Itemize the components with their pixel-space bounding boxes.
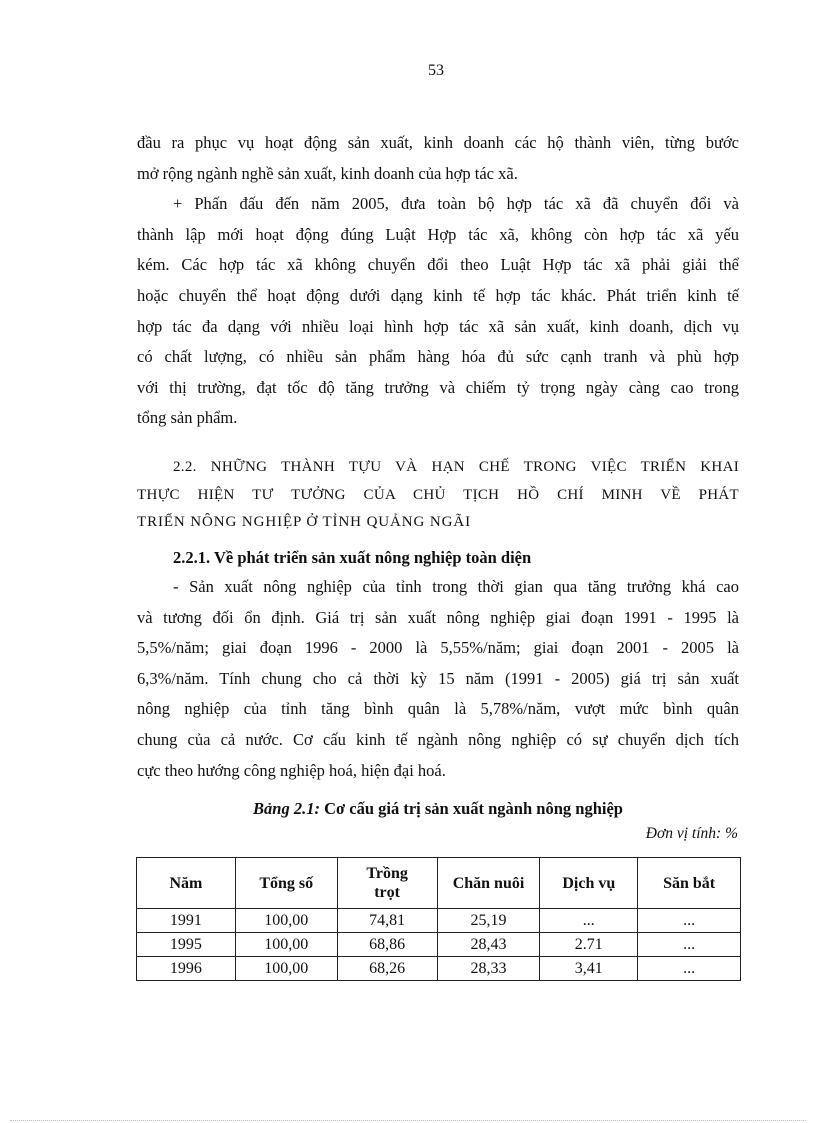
- table-row: [137, 909, 741, 933]
- section-heading-line: THỰC HIỆN TƯ TƯỞNG CỦA CHỦ TỊCH HỒ CHÍ MINH VỀ PHÁT: [137, 486, 739, 503]
- table-header-row: [137, 858, 741, 909]
- table-row: [137, 957, 741, 981]
- paragraph-line: - Sản xuất nông nghiệp của tỉnh trong thời gian qua tăng trưởng khá cao: [173, 577, 739, 596]
- subsection-heading: 2.2.1. Về phát triển sản xuất nông nghiệp toàn diện: [173, 548, 532, 567]
- body-text-lower: [137, 572, 739, 786]
- table-caption-text: Cơ cấu giá trị sản xuất ngành nông nghiệp: [319, 799, 623, 818]
- table-unit-note: Đơn vị tính: %: [645, 825, 738, 842]
- paragraph-line: thành lập mới hoạt động đúng Luật Hợp tác xã, không còn hợp tác xã yếu: [137, 224, 739, 244]
- paragraph-line: có chất lượng, có nhiều sản phẩm hàng hóa đủ sức cạnh tranh và phù hợp: [137, 347, 739, 367]
- agriculture-structure-table: [136, 857, 741, 981]
- table-cell: 1995: [137, 933, 236, 957]
- paragraph-continuation-line: mở rộng ngành nghề sản xuất, kinh doanh của hợp tác xã.: [137, 163, 518, 183]
- table-cell: ...: [638, 957, 741, 981]
- table-cell: ...: [638, 933, 741, 957]
- paragraph-line: 6,3%/năm. Tính chung cho cả thời kỳ 15 năm (1991 - 2005) giá trị sản xuất: [137, 668, 739, 688]
- table-header-cell: Chăn nuôi: [437, 858, 540, 909]
- table-caption: [137, 796, 739, 822]
- table-cell: 74,81: [337, 909, 437, 933]
- table-cell: 1996: [137, 957, 236, 981]
- table-cell: 28,33: [437, 957, 540, 981]
- paragraph-line: 5,5%/năm; giai đoạn 1996 - 2000 là 5,55%/năm; giai đoạn 2001 - 2005 là: [137, 638, 739, 658]
- paragraph-line: chung của cả nước. Cơ cấu kinh tế ngành nông nghiệp có sự chuyển dịch tích: [137, 729, 739, 749]
- table-cell: 100,00: [235, 957, 337, 981]
- table-caption-label: Bảng 2.1:: [253, 799, 320, 818]
- section-heading-line: 2.2. NHỮNG THÀNH TỰU VÀ HẠN CHẾ TRONG VIỆC TRIỂN KHAI: [173, 459, 739, 475]
- table-cell: 28,43: [437, 933, 540, 957]
- table-header-text: Trồng trọt: [366, 865, 408, 901]
- table-cell: 100,00: [235, 909, 337, 933]
- paragraph-line: + Phấn đấu đến năm 2005, đưa toàn bộ hợp tác xã đã chuyển đổi và: [173, 194, 739, 214]
- paragraph-line: kém. Các hợp tác xã không chuyển đổi theo Luật Hợp tác xã phải giải thể: [137, 255, 739, 275]
- table-row: [137, 933, 741, 957]
- table-header-cell: Dịch vụ: [540, 858, 638, 909]
- table-cell: 25,19: [437, 909, 540, 933]
- body-text-upper: [137, 128, 739, 434]
- table-cell: 68,86: [337, 933, 437, 957]
- table-cell: 100,00: [235, 933, 337, 957]
- table-header-cell: Săn bắt: [638, 858, 741, 909]
- paragraph-line: hoặc chuyển thể hoạt động dưới dạng kinh tế hợp tác khác. Phát triển kinh tế: [137, 285, 739, 305]
- paragraph-line: với thị trường, đạt tốc độ tăng trưởng và chiếm tỷ trọng ngày càng cao trong: [137, 377, 739, 397]
- table-header-cell: [337, 858, 437, 909]
- paragraph-continuation-line: đầu ra phục vụ hoạt động sản xuất, kinh doanh các hộ thành viên, từng bước: [137, 133, 739, 152]
- table-header-cell: Tổng số: [235, 858, 337, 909]
- paragraph-line: tổng sản phẩm.: [137, 408, 238, 428]
- paragraph-line: hợp tác đa dạng với nhiều loại hình hợp tác xã sản xuất, kinh doanh, dịch vụ: [137, 316, 739, 336]
- section-heading: [137, 454, 739, 537]
- page-number: 53: [428, 62, 444, 79]
- section-heading-line: TRIỂN NÔNG NGHIỆP Ở TỈNH QUẢNG NGÃI: [137, 514, 471, 530]
- table-cell: ...: [638, 909, 741, 933]
- table-cell: ...: [540, 909, 638, 933]
- table-header-cell: Năm: [137, 858, 236, 909]
- table-cell: 1991: [137, 909, 236, 933]
- table-cell: 2.71: [540, 933, 638, 957]
- table-cell: 68,26: [337, 957, 437, 981]
- paragraph-line: và tương đối ổn định. Giá trị sản xuất nông nghiệp giai đoạn 1991 - 1995 là: [137, 607, 739, 627]
- table-cell: 3,41: [540, 957, 638, 981]
- paragraph-line: nông nghiệp của tỉnh tăng bình quân là 5,78%/năm, vượt mức bình quân: [137, 699, 739, 719]
- paragraph-line: cực theo hướng công nghiệp hoá, hiện đại hoá.: [137, 760, 446, 780]
- page-bottom-divider: [10, 1120, 806, 1121]
